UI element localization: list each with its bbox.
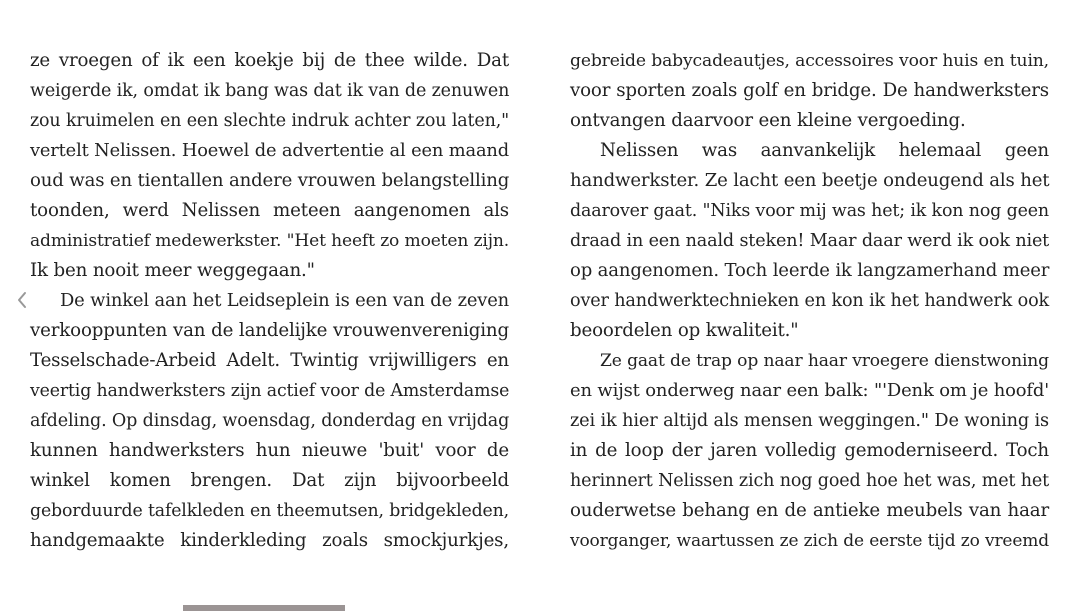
chevron-left-icon	[16, 290, 28, 310]
text-line: zei ik hier altijd als mensen weggingen." De woning is	[570, 411, 1049, 431]
text-line: toonden, werd Nelissen meteen aangenomen als	[30, 200, 509, 221]
text-line: voorganger, waartussen ze zich de eerste tijd zo vreemd	[570, 531, 1049, 551]
text-line: ze vroegen of ik een koekje bij de thee wilde. Dat	[30, 50, 509, 71]
text-line: en wijst onderweg naar een balk: "'Denk om je hoofd'	[570, 380, 1049, 401]
text-column-right	[570, 46, 1049, 556]
text-line: De winkel aan het Leidseplein is een van de zeven	[60, 290, 509, 311]
text-line: op aangenomen. Toch leerde ik langzamerhand meer	[570, 260, 1050, 281]
text-column-left	[30, 46, 509, 556]
text-line: veertig handwerksters zijn actief voor de Amsterdamse	[30, 381, 510, 401]
text-line: Ze gaat de trap op naar haar vroegere dienstwoning	[600, 351, 1049, 371]
text-line: Ik ben nooit meer weggegaan."	[30, 260, 315, 281]
text-line: vertelt Nelissen. Hoewel de advertentie al een maand	[30, 140, 509, 161]
previous-page-button[interactable]	[10, 286, 34, 314]
reading-progress-bar[interactable]	[183, 605, 345, 611]
text-line: draad in een naald steken! Maar daar werd ik ook niet	[570, 231, 1050, 251]
text-line: afdeling. Op dinsdag, woensdag, donderdag en vrijdag	[30, 411, 510, 431]
text-line: winkel komen brengen. Dat zijn bijvoorbeeld	[30, 470, 509, 491]
text-line: handwerkster. Ze lacht een beetje ondeugend als het	[570, 170, 1050, 191]
text-line: ontvangen daarvoor een kleine vergoeding.	[570, 110, 966, 131]
text-line: daarover gaat. "Niks voor mij was het; ik kon nog geen	[570, 201, 1049, 221]
text-line: over handwerktechnieken en kon ik het handwerk ook	[570, 291, 1050, 311]
text-line: weigerde ik, omdat ik bang was dat ik van de zenuwen	[30, 81, 510, 101]
text-line: in de loop der jaren volledig gemoderniseerd. Toch	[570, 440, 1049, 461]
text-line: verkooppunten van de landelijke vrouwenvereniging	[30, 320, 509, 341]
text-line: gebreide babycadeautjes, accessoires voor huis en tuin,	[570, 51, 1049, 71]
text-line: administratief medewerkster. "Het heeft zo moeten zijn.	[30, 231, 509, 251]
text-line: zou kruimelen en een slechte indruk achter zou laten,"	[30, 111, 509, 131]
text-line: beoordelen op kwaliteit."	[570, 320, 799, 341]
text-line: geborduurde tafelkleden en theemutsen, bridgekleden,	[30, 501, 509, 521]
text-line: oud was en tientallen andere vrouwen belangstelling	[30, 170, 510, 191]
text-line: handgemaakte kinderkleding zoals smockjurkjes,	[30, 530, 509, 551]
text-line: Tesselschade-Arbeid Adelt. Twintig vrijwilligers en	[30, 350, 509, 371]
text-line: ouderwetse behang en de antieke meubels van haar	[570, 500, 1049, 521]
text-line: Nelissen was aanvankelijk helemaal geen	[600, 140, 1049, 161]
text-line: herinnert Nelissen zich nog goed hoe het was, met het	[570, 471, 1049, 491]
text-line: voor sporten zoals golf en bridge. De handwerksters	[570, 80, 1049, 101]
text-line: kunnen handwerksters hun nieuwe 'buit' voor de	[30, 440, 509, 461]
reading-progress-fill	[183, 605, 345, 611]
